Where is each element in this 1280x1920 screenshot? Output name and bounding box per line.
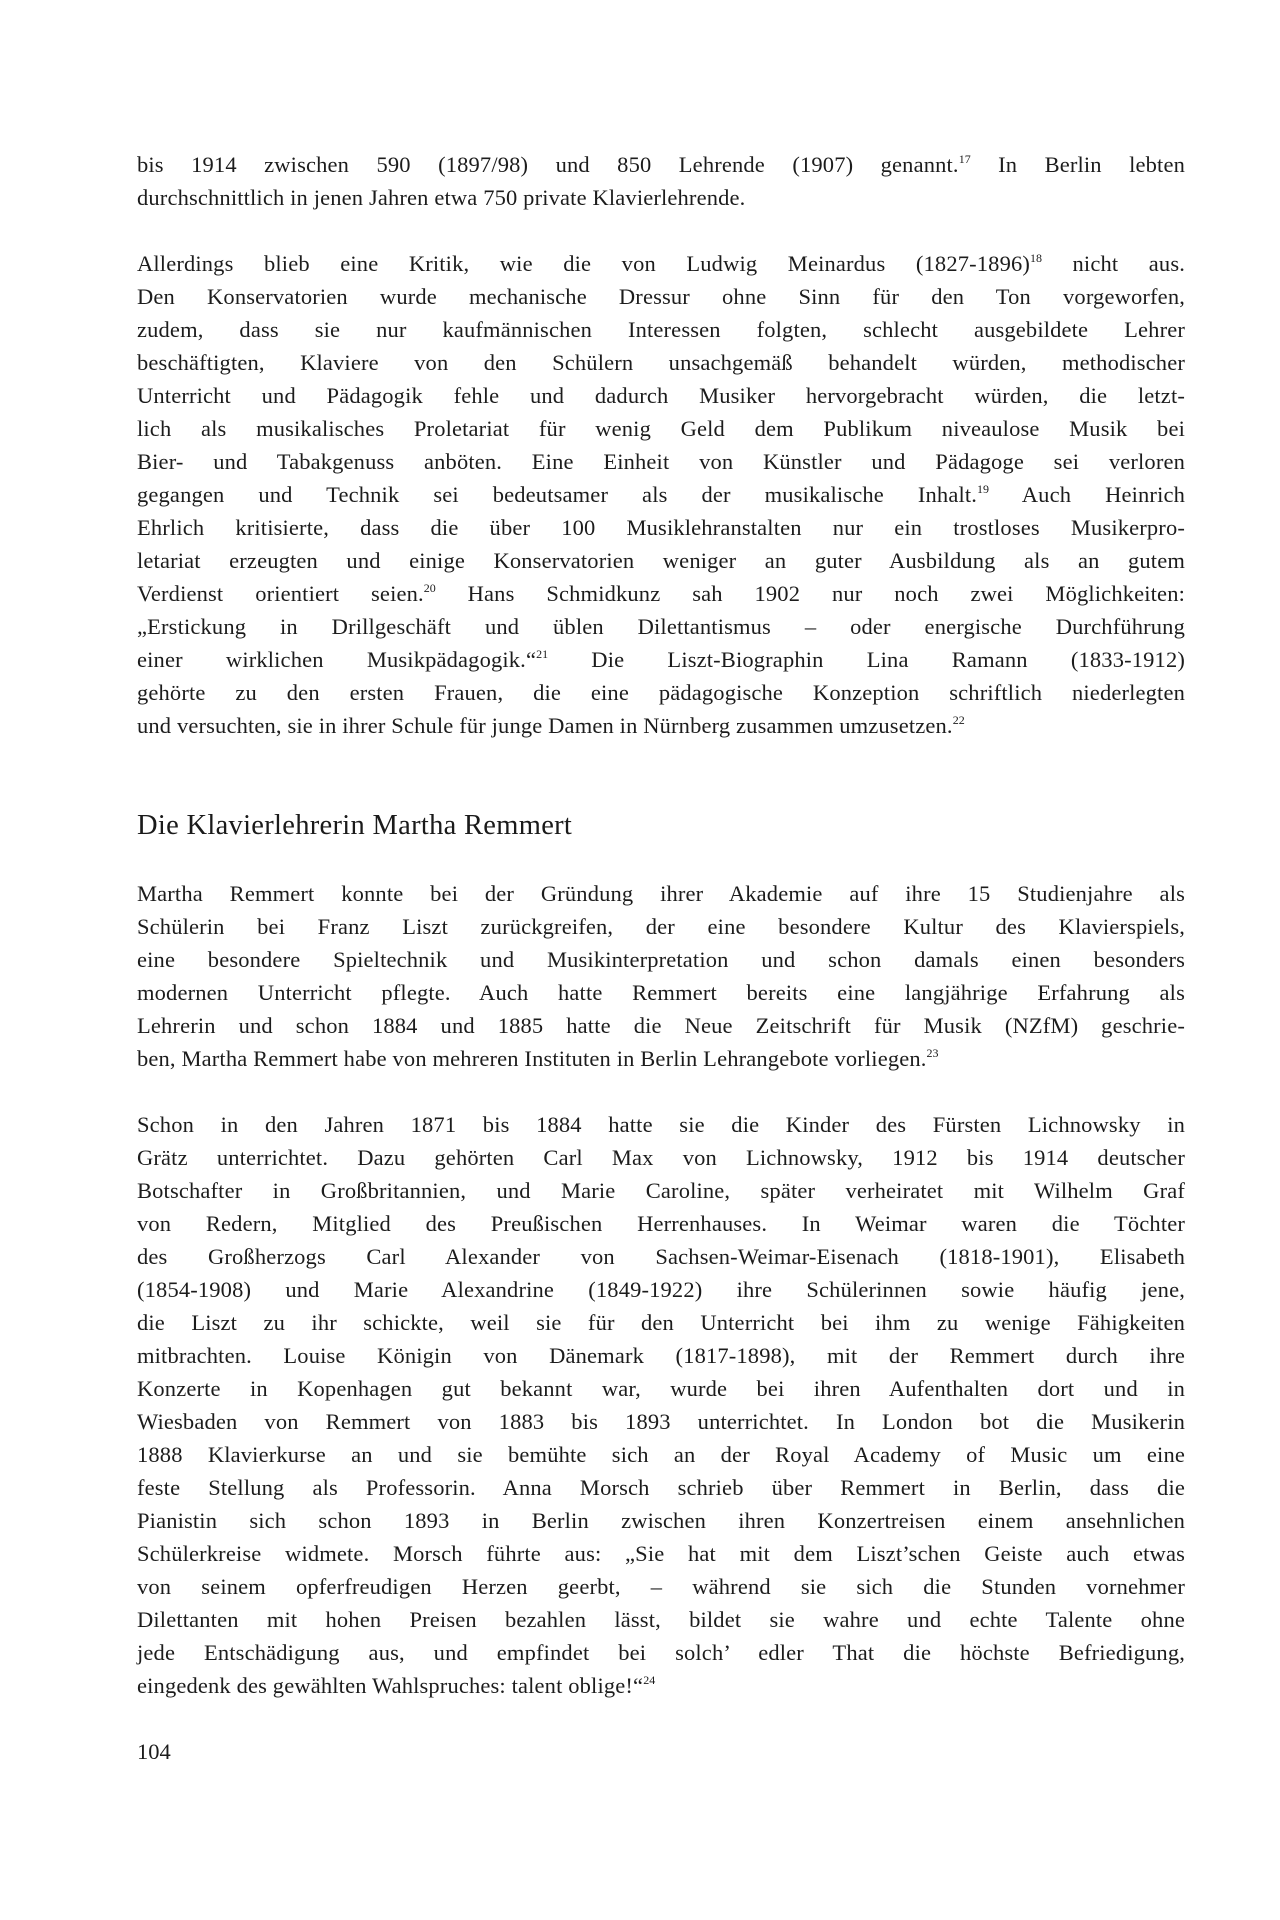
text-line (137, 1438, 1185, 1471)
footnote-marker[interactable]: 18 (1030, 251, 1043, 265)
text-line (137, 1042, 1185, 1075)
text-line (137, 910, 1185, 943)
footnote-marker[interactable]: 19 (977, 482, 990, 496)
text-segment: Ehrlich kritisierte, dass die über 100 Musiklehranstalten nur ein trostloses Musikerpro- (137, 515, 1185, 540)
text-line (137, 976, 1185, 1009)
text-segment: Unterricht und Pädagogik fehle und dadurch Musiker hervorgebracht würden, die letzt- (137, 383, 1185, 408)
text-line (137, 478, 1185, 511)
text-line (137, 181, 1185, 214)
text-line (137, 610, 1185, 643)
text-segment: modernen Unterricht pflegte. Auch hatte Remmert bereits eine langjährige Erfahrung als (137, 980, 1185, 1005)
text-line (137, 1471, 1185, 1504)
text-segment: gehörte zu den ersten Frauen, die eine pädagogische Konzeption schriftlich niederlegten (137, 680, 1185, 705)
text-line (137, 1537, 1185, 1570)
text-line (137, 1273, 1185, 1306)
footnote-marker[interactable]: 23 (926, 1046, 939, 1060)
text-segment: jede Entschädigung aus, und empfindet bei solch’ edler That die höchste Befriedigung, (137, 1640, 1185, 1665)
text-segment: mitbrachten. Louise Königin von Dänemark (1817-1898), mit der Remmert durch ihre (137, 1343, 1185, 1368)
page-number: 104 (137, 1739, 171, 1764)
text-segment: lich als musikalisches Proletariat für wenig Geld dem Publikum niveaulose Musik bei (137, 416, 1185, 441)
text-line (137, 1339, 1185, 1372)
text-segment: gegangen und Technik sei bedeutsamer als der musikalische Inhalt. (137, 482, 978, 507)
text-segment: In Berlin lebten (970, 152, 1185, 177)
text-segment: Bier- und Tabakgenuss anböten. Eine Einheit von Künstler und Pädagoge sei verloren (137, 449, 1185, 474)
text-line (137, 577, 1185, 610)
text-segment: Grätz unterrichtet. Dazu gehörten Carl Max von Lichnowsky, 1912 bis 1914 deutscher (137, 1145, 1185, 1170)
text-segment: bis 1914 zwischen 590 (1897/98) und 850 Lehrende (1907) genannt. (137, 152, 959, 177)
text-line (137, 877, 1185, 910)
text-segment: die Liszt zu ihr schickte, weil sie für den Unterricht bei ihm zu wenige Fähigkeiten (137, 1310, 1185, 1335)
text-line (137, 445, 1185, 478)
text-line (137, 676, 1185, 709)
text-line (137, 544, 1185, 577)
text-segment: eine besondere Spieltechnik und Musikinterpretation und schon damals einen besonders (137, 947, 1185, 972)
text-line (137, 1603, 1185, 1636)
text-segment: zudem, dass sie nur kaufmännischen Interessen folgten, schlecht ausgebildete Lehrer (137, 317, 1185, 342)
text-segment: Allerdings blieb eine Kritik, wie die von Ludwig Meinardus (1827-1896) (137, 251, 1031, 276)
text-segment: einer wirklichen Musikpädagogik.“ (137, 647, 537, 672)
text-segment: Die Liszt-Biographin Lina Ramann (1833-1912) (548, 647, 1185, 672)
text-segment: beschäftigten, Klaviere von den Schülern unsachgemäß behandelt würden, methodischer (137, 350, 1185, 375)
text-segment: Schon in den Jahren 1871 bis 1884 hatte sie die Kinder des Fürsten Lichnowsky in (137, 1112, 1185, 1137)
text-line (137, 643, 1185, 676)
text-line (137, 379, 1185, 412)
text-segment: Den Konservatorien wurde mechanische Dressur ohne Sinn für den Ton vorgeworfen, (137, 284, 1185, 309)
section-heading: Die Klavierlehrerin Martha Remmert (137, 810, 573, 841)
text-segment: Auch Heinrich (989, 482, 1186, 507)
text-segment: „Erstickung in Drillgeschäft und üblen Dilettantismus – oder energische Durchführung (137, 614, 1185, 639)
footnote-marker[interactable]: 17 (958, 152, 971, 166)
text-segment: Pianistin sich schon 1893 in Berlin zwischen ihren Konzertreisen einem ansehnlichen (137, 1508, 1185, 1533)
text-line (137, 709, 1185, 742)
text-line (137, 1141, 1185, 1174)
text-line (137, 1108, 1185, 1141)
text-segment: des Großherzogs Carl Alexander von Sachsen-Weimar-Eisenach (1818-1901), Elisabeth (137, 1244, 1185, 1269)
footnote-marker[interactable]: 21 (536, 647, 549, 661)
text-segment: Dilettanten mit hohen Preisen bezahlen lässt, bildet sie wahre und echte Talente ohne (137, 1607, 1185, 1632)
text-segment: von seinem opferfreudigen Herzen geerbt, – während sie sich die Stunden vornehmer (137, 1574, 1185, 1599)
text-segment: nicht aus. (1042, 251, 1185, 276)
text-line (137, 1405, 1185, 1438)
text-line (137, 1570, 1185, 1603)
text-segment: durchschnittlich in jenen Jahren etwa 750 private Klavierlehrende. (137, 185, 746, 210)
text-line (137, 943, 1185, 976)
text-line (137, 412, 1185, 445)
text-line (137, 1306, 1185, 1339)
text-segment: Schülerkreise widmete. Morsch führte aus: „Sie hat mit dem Liszt’schen Geiste auch etwas (137, 1541, 1185, 1566)
text-line (137, 511, 1185, 544)
text-segment: 1888 Klavierkurse an und sie bemühte sich an der Royal Academy of Music um eine (137, 1442, 1185, 1467)
text-segment: letariat erzeugten und einige Konservatorien weniger an guter Ausbildung als an gutem (137, 548, 1185, 573)
footnote-marker[interactable]: 24 (643, 1673, 656, 1687)
text-line (137, 280, 1185, 313)
text-line (137, 1504, 1185, 1537)
text-segment: Wiesbaden von Remmert von 1883 bis 1893 unterrichtet. In London bot die Musikerin (137, 1409, 1185, 1434)
text-line (137, 313, 1185, 346)
text-segment: ben, Martha Remmert habe von mehreren Instituten in Berlin Lehrangebote vorliegen. (137, 1046, 927, 1071)
text-line (137, 148, 1185, 181)
text-line (137, 1636, 1185, 1669)
text-line (137, 1240, 1185, 1273)
text-segment: von Redern, Mitglied des Preußischen Herrenhauses. In Weimar waren die Töchter (137, 1211, 1185, 1236)
text-segment: Konzerte in Kopenhagen gut bekannt war, wurde bei ihren Aufenthalten dort und in (137, 1376, 1185, 1401)
text-segment: Lehrerin und schon 1884 und 1885 hatte die Neue Zeitschrift für Musik (NZfM) geschrie- (137, 1013, 1185, 1038)
text-segment: Schülerin bei Franz Liszt zurückgreifen, der eine besondere Kultur des Klavierspiels, (137, 914, 1185, 939)
text-line (137, 1174, 1185, 1207)
footnote-marker[interactable]: 20 (423, 581, 436, 595)
text-segment: Hans Schmidkunz sah 1902 nur noch zwei Möglichkeiten: (435, 581, 1185, 606)
text-line (137, 346, 1185, 379)
text-segment: eingedenk des gewählten Wahlspruches: talent oblige!“ (137, 1673, 644, 1698)
text-line (137, 1372, 1185, 1405)
text-line (137, 1009, 1185, 1042)
text-segment: feste Stellung als Professorin. Anna Morsch schrieb über Remmert in Berlin, dass die (137, 1475, 1185, 1500)
text-segment: Verdienst orientiert seien. (137, 581, 424, 606)
text-segment: Botschafter in Großbritannien, und Marie Caroline, später verheiratet mit Wilhelm Graf (137, 1178, 1185, 1203)
text-line (137, 1207, 1185, 1240)
footnote-marker[interactable]: 22 (952, 713, 965, 727)
text-line (137, 1669, 1185, 1702)
text-segment: (1854-1908) und Marie Alexandrine (1849-1922) ihre Schülerinnen sowie häufig jene, (137, 1277, 1185, 1302)
text-segment: Martha Remmert konnte bei der Gründung ihrer Akademie auf ihre 15 Studienjahre als (137, 881, 1185, 906)
text-segment: und versuchten, sie in ihrer Schule für junge Damen in Nürnberg zusammen umzusetzen. (137, 713, 953, 738)
text-line (137, 247, 1185, 280)
